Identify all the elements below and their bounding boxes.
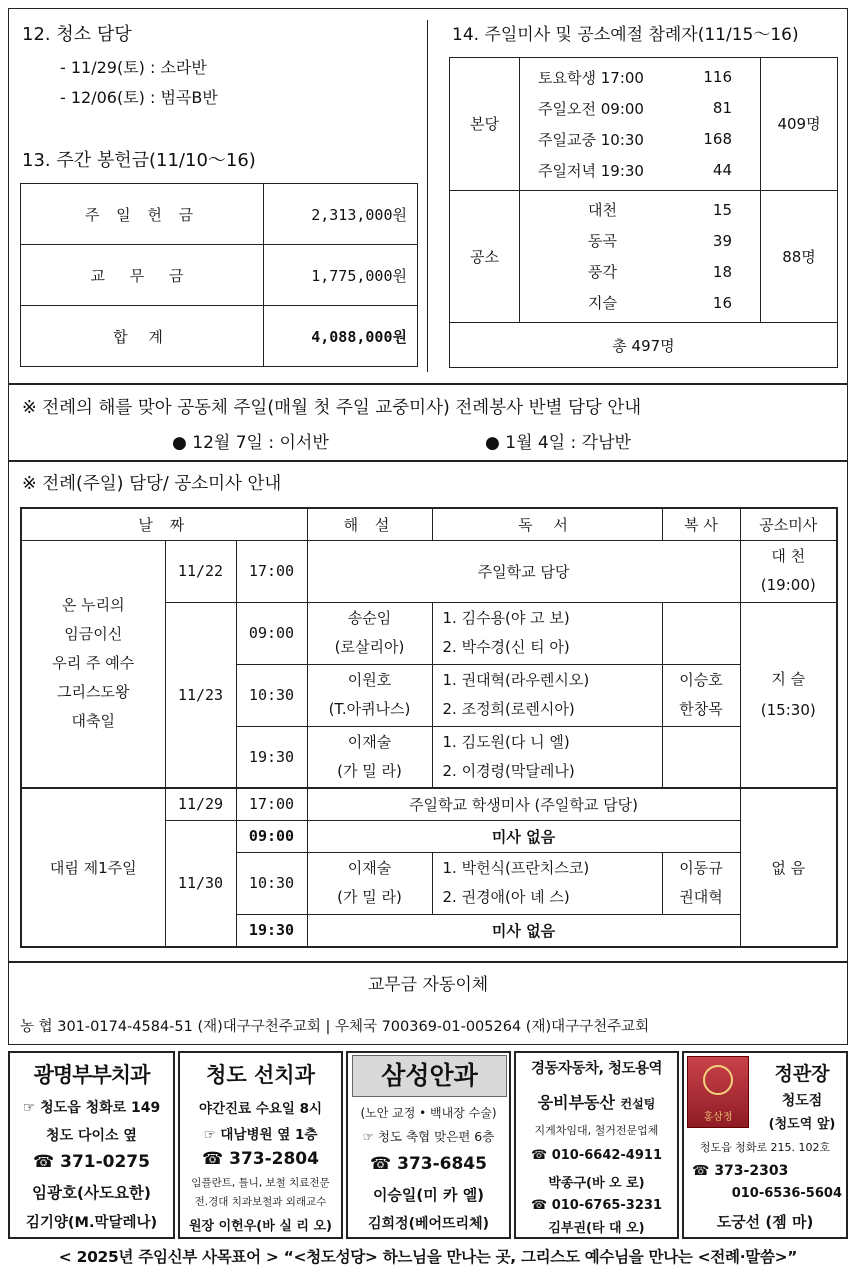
ginseng-logo-seal xyxy=(703,1065,733,1095)
feast-line: 우리 주 예수 xyxy=(52,654,135,673)
ad-branch: 청도점 xyxy=(781,1093,823,1109)
offering-label: 교 무 금 xyxy=(21,245,264,306)
time-cell: 17:00 xyxy=(236,540,307,602)
school-mass: 주일학교 학생미사 (주일학교 담당) xyxy=(307,788,740,820)
offering-table xyxy=(20,183,418,367)
commentator: 이재술 xyxy=(347,732,392,751)
ad-phone: ☎ 373-2303 xyxy=(692,1163,789,1179)
time-cell: 19:30 xyxy=(236,726,307,788)
attendance-table xyxy=(449,57,838,368)
footer-motto: < 2025년 주임신부 사목표어 > “<청도성당> 하느님을 만나는 곳, 그리스도 예수님을 만나는 <전례·말씀>” xyxy=(58,1248,798,1266)
divider xyxy=(8,961,848,963)
time-cell: 10:30 xyxy=(236,852,307,914)
ad-detail: 지게차임대, 철거전문업체 xyxy=(534,1124,659,1137)
notice-item-1: ● 12월 7일 : 이서반 xyxy=(172,433,329,453)
commentator: 이재술 xyxy=(347,859,392,877)
cleaning-item: - 12/06(토) : 범곡B반 xyxy=(60,88,218,107)
gongso-place: 지 슬 xyxy=(771,669,806,688)
attendance-name: 주일저녁 19:30 xyxy=(538,161,644,180)
feast-line: 그리스도왕 xyxy=(57,683,130,702)
feast-cell xyxy=(21,540,165,788)
header-gongso: 공소미사 xyxy=(740,508,837,540)
school-mass: 주일학교 담당 xyxy=(307,540,740,602)
ad-phone: ☎ 010-6765-3231 xyxy=(530,1198,662,1213)
divider xyxy=(8,383,848,385)
ad-person: 이승일(미 카 엘) xyxy=(372,1186,485,1204)
server: 이승호 xyxy=(679,671,723,689)
gongso-time: (19:00) xyxy=(760,576,816,594)
attendance-name: 동곡 xyxy=(588,232,617,251)
ad-name: 광명부부치과 xyxy=(33,1063,150,1087)
ad-tagline: (노안 교정 • 백내장 수술) xyxy=(360,1106,497,1120)
reading-cell xyxy=(432,602,662,664)
ad-phone: 010-6536-5604 xyxy=(731,1186,842,1201)
time-cell: 09:00 xyxy=(236,820,307,852)
feast-line: 대축일 xyxy=(71,712,115,731)
date-cell: 11/30 xyxy=(165,820,236,947)
bondang-label: 본당 xyxy=(450,58,520,191)
ad-address: ☞ 청도 축협 맞은편 6층 xyxy=(362,1129,495,1144)
server-cell xyxy=(662,664,740,726)
commentary-cell xyxy=(307,726,432,788)
attendance-count: 81 xyxy=(712,99,732,118)
attendance-count: 15 xyxy=(712,200,732,219)
ad-eye-clinic xyxy=(346,1051,511,1239)
ad-hours: 야간진료 수요일 8시 xyxy=(198,1101,323,1117)
ad-person: 도궁선 (젬 마) xyxy=(716,1213,814,1231)
divider xyxy=(8,460,848,462)
ad-person: 김희정(베어뜨리체) xyxy=(368,1216,489,1232)
date-cell: 11/29 xyxy=(165,788,236,820)
attendance-name: 대천 xyxy=(588,201,617,220)
ad-name-2-text: 웅비부동산 xyxy=(537,1093,615,1112)
header-date: 날 짜 xyxy=(21,508,307,540)
reading-cell xyxy=(432,664,662,726)
notice-item-2-text: 1월 4일 : 각남반 xyxy=(505,433,631,453)
time-cell: 10:30 xyxy=(236,664,307,726)
attendance-name: 지슬 xyxy=(588,294,617,313)
ad-person: 임광호(사도요한) xyxy=(32,1184,151,1202)
attendance-count: 39 xyxy=(712,231,732,250)
reader: 2. 권경애(아 녜 스) xyxy=(442,888,570,906)
ad-landmark: (청도역 앞) xyxy=(768,1117,836,1132)
no-mass: 미사 없음 xyxy=(307,914,740,947)
server-cell xyxy=(662,852,740,914)
header-reading: 독 서 xyxy=(432,508,662,540)
reader: 2. 이경령(막달레나) xyxy=(442,761,575,780)
commentator: 이원호 xyxy=(347,671,392,689)
gongso-mass xyxy=(740,602,837,788)
attendance-count: 168 xyxy=(703,130,732,149)
offering-amount: 1,775,000원 xyxy=(264,245,418,306)
commentator-baptism: (T.아퀴나스) xyxy=(328,700,411,718)
commentary-cell xyxy=(307,852,432,914)
reader: 1. 박헌식(프란치스코) xyxy=(442,859,590,877)
ad-name: 경동자동차, 청도용역 xyxy=(530,1061,663,1077)
notice-title: ※ 전례의 해를 맞아 공동체 주일(매월 첫 주일 교중미사) 전례봉사 반별 담당 안내 xyxy=(22,398,642,418)
reading-cell xyxy=(432,726,662,788)
commentator: 송순임 xyxy=(347,609,392,627)
ad-phone: ☎ 371-0275 xyxy=(33,1152,150,1172)
ad-person: 원장 이헌우(바 실 리 오) xyxy=(188,1219,332,1234)
attendance-name: 주일교중 10:30 xyxy=(538,130,644,149)
attendance-count: 44 xyxy=(712,161,732,180)
gongso-subtotal: 88명 xyxy=(761,190,838,323)
offering-label: 합 계 xyxy=(21,306,264,367)
gongso-mass: 없 음 xyxy=(740,788,837,947)
notice-item-2: ● 1월 4일 : 각남반 xyxy=(485,433,631,453)
feast-line: 임금이신 xyxy=(64,625,123,644)
gongso-place: 대 천 xyxy=(771,547,806,565)
attendance-count: 18 xyxy=(712,262,732,281)
cleaning-item: - 11/29(토) : 소라반 xyxy=(60,58,207,77)
ad-address: ☞ 대남병원 옆 1층 xyxy=(203,1127,318,1143)
date-cell: 11/22 xyxy=(165,540,236,602)
ad-name: 정관장 xyxy=(774,1063,830,1085)
offering-amount: 2,313,000원 xyxy=(264,184,418,245)
ginseng-logo xyxy=(687,1056,749,1128)
attendance-title: 14. 주일미사 및 공소예절 참례자(11/15～16) xyxy=(452,25,799,45)
attendance-name: 주일오전 09:00 xyxy=(538,99,644,118)
commentator-baptism: (가 밀 라) xyxy=(337,761,402,780)
offering-total: 4,088,000원 xyxy=(264,306,418,367)
time-cell: 17:00 xyxy=(236,788,307,820)
cleaning-title: 12. 청소 담당 xyxy=(22,24,132,45)
gongso-mass xyxy=(740,540,837,602)
ad-person: 박종구(바 오 로) xyxy=(548,1176,645,1191)
ad-address: ☞ 청도읍 청화로 149 xyxy=(22,1100,161,1116)
notice-item-1-text: 12월 7일 : 이서반 xyxy=(192,433,329,453)
ad-address: 청도 다이소 옆 xyxy=(46,1128,137,1144)
ad-person: 김부권(타 대 오) xyxy=(548,1221,645,1236)
no-mass: 미사 없음 xyxy=(307,820,740,852)
ad-tag: 컨설팅 xyxy=(620,1097,656,1111)
offering-title: 13. 주간 봉헌금(11/10～16) xyxy=(22,150,256,171)
gongso-label: 공소 xyxy=(450,190,520,323)
server: 이동규 xyxy=(679,859,723,877)
ad-detail: 임플란트, 틀니, 보철 치료전문 xyxy=(191,1177,330,1189)
reader: 2. 박수경(신 티 아) xyxy=(442,638,570,656)
reading-cell xyxy=(432,852,662,914)
liturgy-table xyxy=(20,507,838,948)
reader: 1. 권대혁(라우렌시오) xyxy=(442,671,590,689)
reader: 1. 김수용(야 고 보) xyxy=(442,609,570,627)
attendance-count: 116 xyxy=(703,68,732,87)
date-cell: 11/23 xyxy=(165,602,236,788)
time-cell: 19:30 xyxy=(236,914,307,947)
ad-detail: 전.경대 치과보철과 외래교수 xyxy=(194,1196,327,1208)
header-server: 복 사 xyxy=(662,508,740,540)
ad-dental-2 xyxy=(178,1051,343,1239)
ad-realestate xyxy=(514,1051,679,1239)
time-cell: 09:00 xyxy=(236,602,307,664)
feast-line: 온 누리의 xyxy=(61,596,125,615)
offering-label: 주 일 헌 금 xyxy=(21,184,264,245)
transfer-title: 교무금 자동이체 xyxy=(367,975,489,995)
commentator-baptism: (로살리아) xyxy=(334,638,405,656)
feast-cell: 대림 제1주일 xyxy=(21,788,165,947)
ad-address: 청도읍 청화로 215. 102호 xyxy=(699,1141,831,1154)
ad-name: 삼성안과 xyxy=(352,1055,507,1097)
ginseng-logo-text: 홍삼정 xyxy=(703,1112,733,1123)
ad-name-2 xyxy=(516,1090,677,1113)
gongso-time: (15:30) xyxy=(760,700,816,719)
ad-ginseng xyxy=(682,1051,848,1239)
ad-phone: ☎ 010-6642-4911 xyxy=(530,1148,662,1163)
server-cell xyxy=(662,602,740,664)
commentary-cell xyxy=(307,602,432,664)
ad-dental-1 xyxy=(8,1051,175,1239)
attendance-name: 토요학생 17:00 xyxy=(538,68,644,87)
column-divider xyxy=(427,20,428,372)
transfer-accounts: 농 협 301-0174-4584-51 (재)대구구천주교회 | 우체국 700369-01-005264 (재)대구구천주교회 xyxy=(20,1019,650,1035)
server-cell xyxy=(662,726,740,788)
server: 한창목 xyxy=(679,700,723,718)
bondang-subtotal: 409명 xyxy=(761,58,838,191)
ad-person: 김기양(M.막달레나) xyxy=(25,1215,158,1231)
reader: 1. 김도원(다 니 엘) xyxy=(442,732,570,751)
server: 권대혁 xyxy=(679,888,723,906)
attendance-total: 총 497명 xyxy=(450,323,838,368)
header-commentary: 해 설 xyxy=(307,508,432,540)
attendance-count: 16 xyxy=(712,293,732,312)
ad-phone: ☎ 373-6845 xyxy=(370,1154,487,1174)
attendance-name: 풍각 xyxy=(588,263,617,282)
commentary-cell xyxy=(307,664,432,726)
liturgy-title: ※ 전례(주일) 담당/ 공소미사 안내 xyxy=(22,474,282,494)
ad-name: 청도 선치과 xyxy=(206,1063,315,1087)
commentator-baptism: (가 밀 라) xyxy=(337,888,402,906)
reader: 2. 조정희(로렌시아) xyxy=(442,700,575,718)
ad-phone: ☎ 373-2804 xyxy=(202,1149,319,1169)
